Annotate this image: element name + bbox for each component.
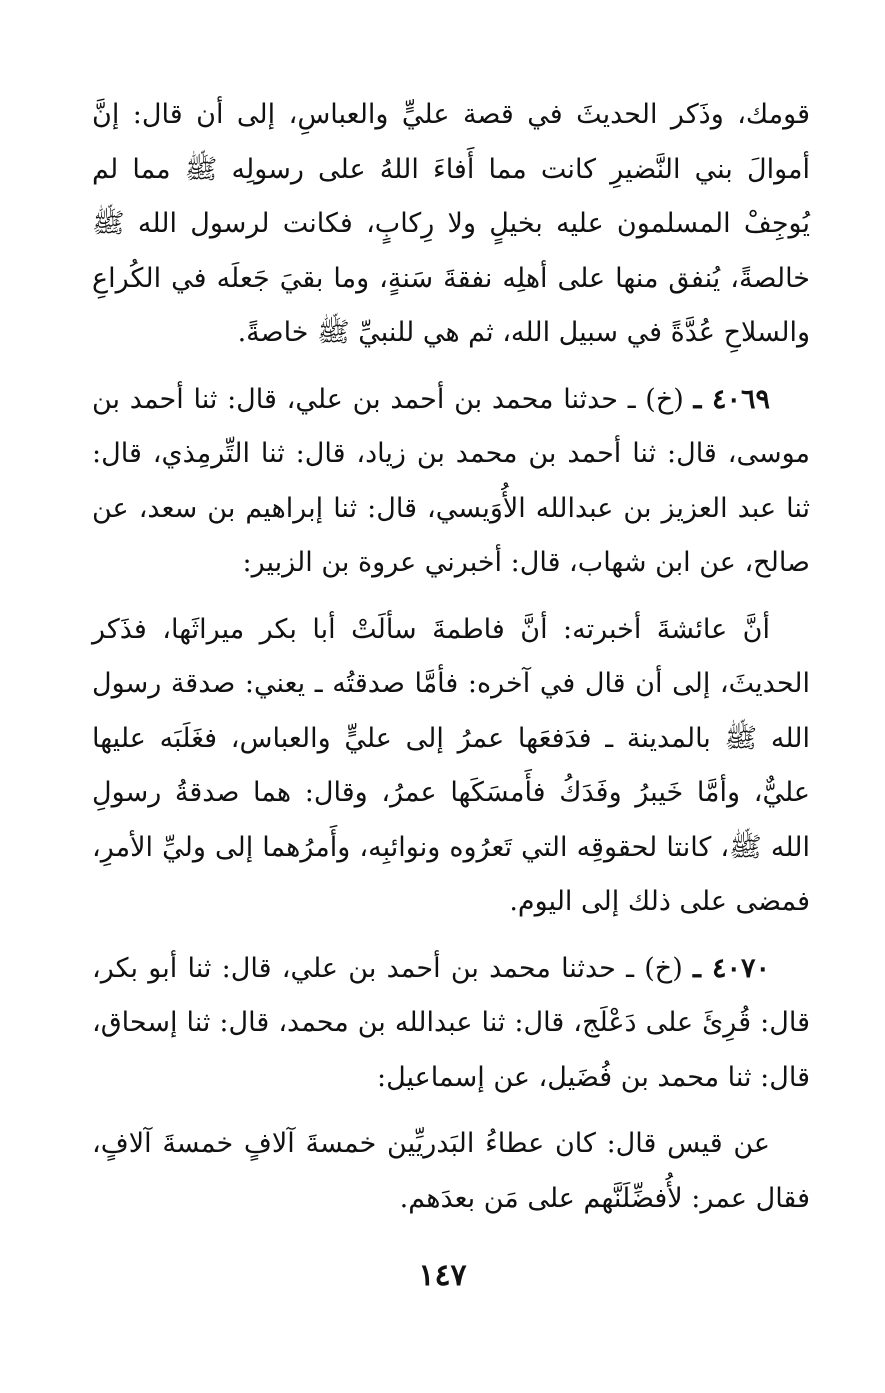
hadith-4070 xyxy=(92,942,810,1106)
hadith-4070-matn xyxy=(92,1117,810,1226)
page-body xyxy=(92,88,810,1238)
paragraph-continuation xyxy=(92,88,810,361)
paragraph-text: عن قيس قال: كان عطاءُ البَدريِّين خمسةَ آلافٍ خمسةَ آلافٍ، فقال عمر: لأُفضِّلَنَّهم على مَن بعدَهم. xyxy=(92,1128,810,1214)
paragraph-text: (خ) ـ حدثنا محمد بن أحمد بن علي، قال: ثنا أبو بكر، قال: قُرِئَ على دَعْلَج، قال: ثنا عبدالله بن محمد، قال: ثنا إسحاق، قال: ثنا محمد بن فُضَيل، عن إسماعيل: xyxy=(92,952,810,1093)
hadith-4069 xyxy=(92,373,810,591)
hadith-4069-matn xyxy=(92,603,810,930)
page-number: ١٤٧ xyxy=(418,1258,467,1293)
hadith-number: ٤٠٧٠ ـ xyxy=(693,952,770,984)
paragraph-text: (خ) ـ حدثنا محمد بن أحمد بن علي، قال: ثنا أحمد بن موسى، قال: ثنا أحمد بن محمد بن زياد، قال: ثنا التِّرمِذي، قال: ثنا عبد العزيز بن عبدالله الأُوَيسي، قال: ثنا إبراهيم بن سعد، عن صالح، عن ابن شهاب، قال: أخبرني عروة بن الزبير: xyxy=(92,383,810,578)
hadith-number: ٤٠٦٩ ـ xyxy=(693,383,770,415)
paragraph-text: أنَّ عائشةَ أخبرته: أنَّ فاطمةَ سألَتْ أبا بكر ميراثَها، فذَكر الحديثَ، إلى أن قال في آخره: فأمَّا صدقتُه ـ يعني: صدقة رسول الله ﷺ بالمدينة ـ فدَفعَها عمرُ إلى عليٍّ والعباس، فغَلَبَه عليها عليٌّ، وأمَّا خَيبرُ وفَدَكُ فأَمسَكَها عمرُ، وقال: هما صدقةُ رسولِ الله ﷺ، كانتا لحقوقِه التي تَعرُوه ونوائبِه، وأَمرُهما إلى وليِّ الأمرِ، فمضى على ذلك إلى اليوم. xyxy=(92,613,810,917)
paragraph-text: قومك، وذَكر الحديثَ في قصة عليٍّ والعباسِ، إلى أن قال: إنَّ أموالَ بني النَّضيرِ كانت مما أَفاءَ اللهُ على رسولِه ﷺ مما لم يُوجِفْ المسلمون عليه بخيلٍ ولا رِكابٍ، فكانت لرسول الله ﷺ خالصةً، يُنفق منها على أهلِه نفقةَ سَنةٍ، وما بقيَ جَعلَه في الكُراعِ والسلاحِ عُدَّةً في سبيل الله، ثم هي للنبيِّ ﷺ خاصةً. xyxy=(92,99,810,348)
